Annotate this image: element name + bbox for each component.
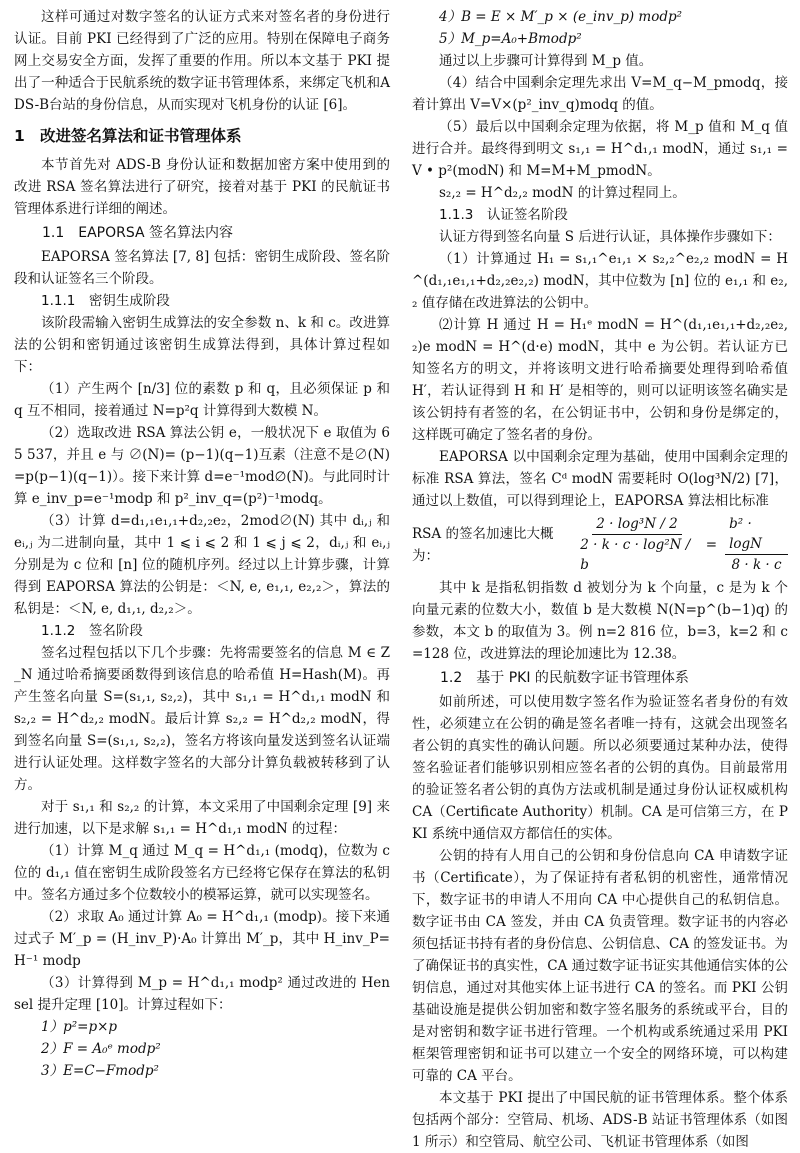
keygen-step-2: （2）选取改进 RSA 算法公钥 e，一般状况下 e 取值为 65 537，并且 e 与 ∅(N)= (p−1)(q−1)互素（注意不是∅(N)=p(p−1)(q−1)）。接下来计算 d=e⁻¹mod∅(N)。与此同时计算 e_inv_p=e⁻¹modp 和 p²_inv_q=(p²)⁻¹modq。 (14, 425, 390, 507)
keygen-step-1: （1）产生两个 [n/3] 位的素数 p 和 q，且必须保证 p 和 q 互不相同，接着通过 N=p²q 计算得到大数模 N。 (14, 381, 390, 419)
intro-paragraph: 这样可通过对数字签名的认证方式来对签名者的身份进行认证。目前 PKI 已经得到了广泛的应用。特别在保障电子商务网上交易安全方面，发挥了重要的作用。所以本文基于 PKI 提出了一种适合于民航系统的数字证书管理体系，来绑定飞机和ADS-B台站的身份信息，从而实现对飞机身份的认证 [6]。 (14, 9, 390, 113)
sign-step-1: （1）计算 M_q 通过 M_q = H^d₁,₁ (modq)，位数为 c 位的 d₁,₁ 值在密钥生成阶段签名方已经将它保存在算法的私钥中。签名方通过多个位数较小的模幂运算，就可以实现签名。 (14, 843, 390, 903)
sign-step-3: （3）计算得到 M_p = H^d₁,₁ modp² 通过改进的 Hensel 提升定理 [10]。计算过程如下： (14, 975, 390, 1013)
crt-paragraph: 对于 s₁,₁ 和 s₂,₂ 的计算，本文采用了中国剩余定理 [9] 来进行加速，以下是求解 s₁,₁ = H^d₁,₁ modN 的过程： (14, 799, 390, 837)
s22-note: s₂,₂ = H^d₂,₂ modN 的计算过程同上。 (439, 185, 686, 201)
subsection-1-1-3-heading: 1.1.3 认证签名阶段 (439, 207, 568, 223)
formula-label: RSA 的签名加速比大概为： (412, 525, 554, 564)
sign-step-4: （4）结合中国剩余定理先求出 V=M_q−M_pmodq，接着计算出 V=V×(p²_inv_q)modq 的值。 (412, 75, 788, 113)
mp-result: 通过以上步骤可计算得到 M_p 值。 (439, 53, 653, 69)
speedup-explanation: 其中 k 是指私钥指数 d 被划分为 k 个向量，c 是为 k 个向量元素的位数大小，数值 b 是大数模 N(N=p^(b−1)q) 的参数，本文 b 的取值为 3。例 n=2 816 位，b=3，k=2 和 c=128 位，改进算法的理论加速比为 12.38。 (412, 580, 788, 662)
eaporsa-paragraph: EAPORSA 以中国剩余定理为基础，使用中国剩余定理的标准 RSA 算法，签名 Cᵈ modN 需要耗时 O(log³N/2) [7]，通过以上数值，可以得到理论上，EAPORSA 算法相比标准 (412, 449, 788, 509)
equals-sign: = (705, 536, 718, 553)
verify-step-2: ⑵计算 H 通过 H = H₁ᵉ modN = H^(d₁,₁e₁,₁+d₂,₂e₂,₂)e modN = H^(d·e) modN，其中 e 为公钥。若认证方已知签名方的明文，并将该明文进行哈希摘要处理得到哈希值 H′，若认证得到 H 和 H′ 是相等的，则可以证明该签名确实是该公钥持有者签的名，在公钥证书中，公钥和身份是绑定的，这样既可确定了签名者的身份。 (412, 317, 788, 443)
hensel-step-4: 4）B = E × M′_p × (e_inv_p) modp² (439, 9, 683, 25)
right-column (412, 6, 788, 1150)
hensel-step-2: 2）F = A₀ᵉ modp² (41, 1041, 161, 1057)
sign-paragraph: 签名过程包括以下几个步骤：先将需要签名的信息 M ∈ Z_N 通过哈希摘要函数得到该信息的哈希值 H=Hash(M)。再产生签名向量 S=(s₁,₁, s₂,₂)，其中 s₁,₁ = H^d₁,₁ modN 和 s₂,₂ = H^d₂,₂ modN。最后计算 s₂,₂ = H^d₂,₂ modN，得到签名向量 S=(s₁,₁, s₂,₂)，签名方将该向量发送到签名认证端进行认证处理。这样数字签名的大部分计算负载被转移到了认方。 (14, 645, 390, 793)
pki-paragraph-3: 本文基于 PKI 提出了中国民航的证书管理体系。整个体系包括两个部分：空管局、机场、ADS-B 站证书管理体系（如图 1 所示）和空管局、航空公司、飞机证书管理体系（如图 (412, 1090, 788, 1150)
fraction-1-numerator: 2 · log³N / 2 (592, 514, 682, 535)
left-column (14, 6, 390, 1109)
fraction-2-denominator: 8 · k · c (731, 557, 782, 573)
subsection-1-1-1-heading: 1.1.1 密钥生成阶段 (41, 293, 170, 309)
keygen-paragraph: 该阶段需输入密钥生成算法的安全参数 n、k 和 c。改进算法的公钥和密钥通过该密钥生成算法得到，具体计算过程如下： (14, 315, 390, 375)
section-1-paragraph: 本节首先对 ADS-B 身份认证和数据加密方案中使用到的改进 RSA 签名算法进行了研究，接着对基于 PKI 的民航证书管理体系进行详细的阐述。 (14, 157, 390, 217)
sign-step-5: （5）最后以中国剩余定理为依据，将 M_p 值和 M_q 值进行合并。最终得到明文 s₁,₁ = H^d₁,₁ modN，通过 s₁,₁ = V • p²(modN) 和 M=M+M_pmodN。 (412, 119, 788, 179)
subsection-1-1-heading: 1.1 EAPORSA 签名算法内容 (42, 225, 234, 241)
pki-paragraph-1: 如前所述，可以使用数字签名作为验证签名者身份的有效性，必须建立在公钥的确是签名者唯一持有，这就会出现签名者公钥的真实性的确认问题。所以必须要通过某种办法，使得签名验证者们能够识别相应签名者的公钥的真伪。目前最常用的验证签名者公钥的真伪方法或机制是通过身份认证权威机构 CA（Certificate Authority）机制。CA 是可信第三方，在 PKI 系统中通信双方都信任的实体。 (412, 694, 788, 842)
verify-step-1: （1）计算通过 H₁ = s₁,₁^e₁,₁ × s₂,₂^e₂,₂ modN = H^(d₁,₁e₁,₁+d₂,₂e₂,₂) modN，其中位数为 [n] 位的 e₁,₁ 和 e₂,₂ 值存储在改进算法的公钥中。 (412, 251, 788, 311)
hensel-step-3: 3）E=C−Fmodp² (41, 1063, 159, 1079)
speedup-formula (412, 514, 788, 575)
keygen-step-3: （3）计算 d=d₁,₁e₁,₁+d₂,₂e₂，2mod∅(N) 其中 dᵢ,ⱼ 和 eᵢ,ⱼ 为二进制向量，其中 1 ⩽ i ⩽ 2 和 1 ⩽ j ⩽ 2，dᵢ,ⱼ 和 eᵢ,ⱼ 分别是为 c 位和 [n] 位的随机序列。经过以上计算步骤，计算得到 EAPORSA 算法的公钥是：＜N, e, e₁,₁, e₂,₂＞，算法的私钥是：＜N, e, d₁,₁, d₂,₂＞。 (14, 513, 390, 617)
subsection-1-1-2-heading: 1.1.2 签名阶段 (41, 623, 143, 639)
section-1-heading (14, 124, 390, 148)
subsection-1-2-heading: 1.2 基于 PKI 的民航数字证书管理体系 (440, 670, 689, 686)
verify-paragraph: 认证方得到签名向量 S 后进行认证，具体操作步骤如下： (439, 229, 781, 245)
hensel-step-1: 1）p²=p×p (41, 1019, 118, 1035)
hensel-step-5: 5）M_p=A₀+Bmodp² (439, 31, 582, 47)
fraction-1 (576, 514, 698, 575)
sign-step-2: （2）求取 A₀ 通过计算 A₀ = H^d₁,₁ (modp)。接下来通过式子 M′_p = (H_inv_P)·A₀ 计算出 M′_p，其中 H_inv_P=H⁻¹ modp (14, 909, 390, 969)
pki-paragraph-2: 公钥的持有人用自己的公钥和身份信息向 CA 申请数字证书（Certificate），为了保证持有者私钥的机密性，通常情况下，数字证书的申请人不用向 CA 中心提供自己的私钥信息。数字证书由 CA 签发，并由 CA 负责管理。数字证书的内容必须包括证书持有者的身份信息、公钥信息、CA 的签发证书。为了确保证书的真实性，CA 通过数字证书证实其他通信实体的公钥信息，通过对其他实体上证书进行 CA 的签名。而 PKI 公钥基础设施是提供公钥加密和数字签名服务的系统或平台，目的是对密钥和数字证书进行管理。一个机构或系统通过采用 PKI 框架管理密钥和证书可以建立一个安全的网络环境，可以构建可靠的 CA 平台。 (412, 848, 788, 1084)
fraction-2 (725, 514, 788, 575)
subsection-1-1-paragraph: EAPORSA 签名算法 [7, 8] 包括：密钥生成阶段、签名阶段和认证签名三个阶段。 (14, 249, 390, 287)
fraction-1-denominator: 2 · k · c · log²N / b (580, 537, 691, 573)
section-number: 1 (14, 127, 25, 145)
section-title: 改进签名算法和证书管理体系 (40, 127, 242, 145)
fraction-2-numerator: b² · logN (725, 514, 788, 555)
